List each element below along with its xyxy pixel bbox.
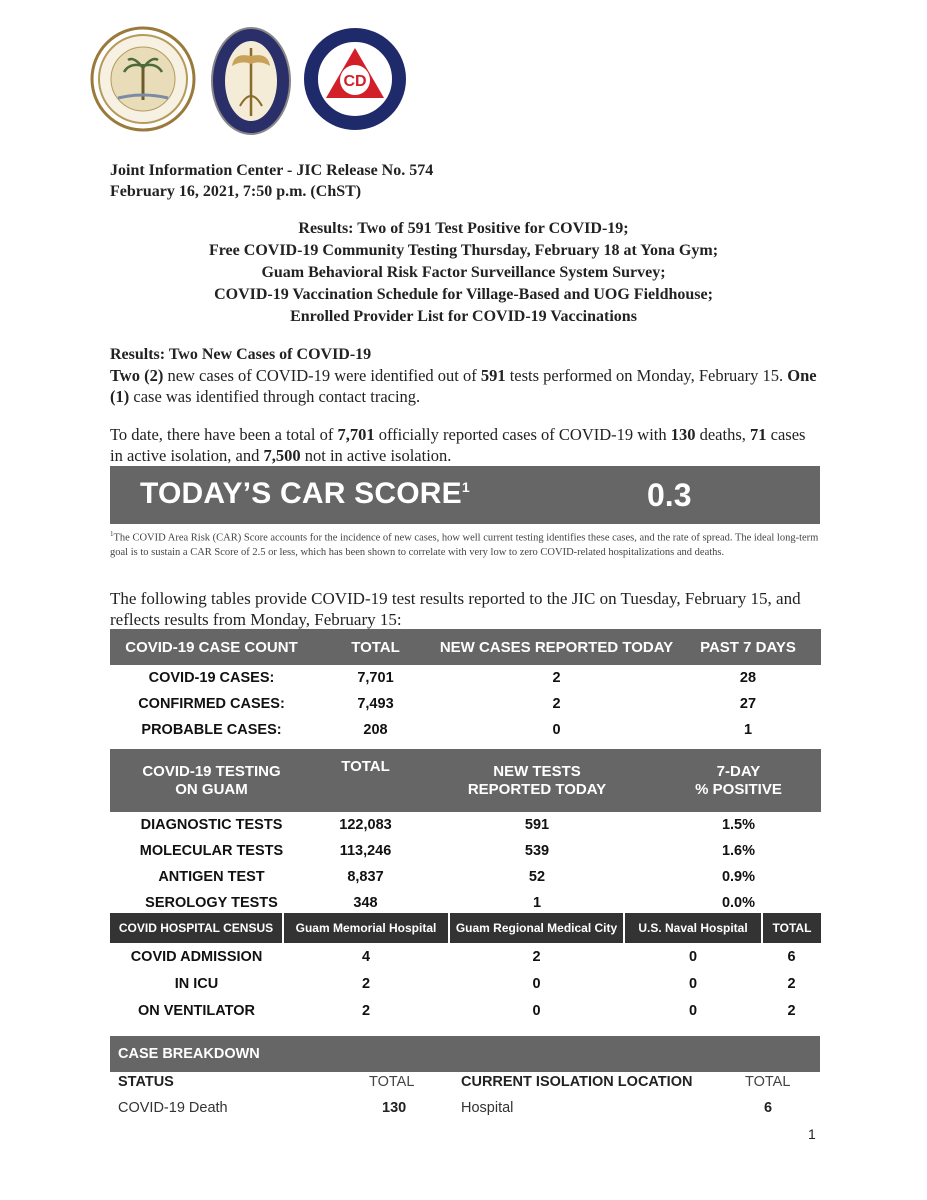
column-header [110, 749, 313, 812]
cell-usnh: 0 [688, 948, 698, 965]
car-score-label-text: TODAY’S CAR SCORE [140, 477, 462, 510]
location-total-cell: 6 [764, 1100, 773, 1116]
cell-total: 208 [363, 722, 388, 738]
row-label: COVID-19 CASES: [148, 670, 275, 686]
cell-new: 2 [552, 696, 561, 712]
row-label: IN ICU [174, 975, 219, 992]
total-header: TOTAL [369, 1074, 415, 1090]
row-label: ANTIGEN TEST [158, 869, 265, 885]
cell-total: 7,493 [357, 696, 394, 712]
table-row [110, 691, 821, 717]
cell-gmh: 4 [361, 948, 371, 965]
header-line: NEW TESTS [493, 762, 581, 780]
total-header: TOTAL [745, 1074, 791, 1090]
cell-new: 591 [524, 817, 550, 833]
cd-logo-text: CD [343, 73, 367, 90]
title-line: Results: Two of 591 Test Positive for COVID-19; [298, 220, 629, 237]
text-span: not in active isolation. [300, 446, 452, 465]
public-health-seal-logo [210, 26, 292, 136]
cell-past7: 27 [739, 696, 757, 712]
text-span: deaths, [695, 425, 751, 444]
hospital-census-table [110, 913, 821, 1024]
column-header [656, 749, 821, 812]
column-header: Guam Regional Medical City [449, 913, 624, 943]
cell-positive: 0.9% [721, 869, 756, 885]
row-label: CONFIRMED CASES: [138, 696, 285, 712]
table-header-row [110, 629, 821, 665]
column-header [418, 749, 656, 812]
title-line: COVID-19 Vaccination Schedule for Village-Based and UOG Fieldhouse; [214, 286, 713, 303]
tables-intro: The following tables provide COVID-19 test results reported to the JIC on Tuesday, February 15, and reflects results from Monday, February 15: [110, 589, 801, 629]
results-section [110, 344, 820, 407]
cell-past7: 1 [743, 722, 753, 738]
cell-new: 52 [528, 869, 546, 885]
release-header [110, 160, 433, 202]
column-header: PAST 7 DAYS [675, 629, 821, 665]
status-header: STATUS [118, 1074, 174, 1090]
location-cell: Hospital [461, 1100, 514, 1116]
new-cases-count: Two (2) [110, 366, 164, 385]
car-score-banner [110, 466, 820, 524]
total-cases: 7,701 [337, 425, 375, 444]
table-row [110, 970, 821, 997]
cell-total: 113,246 [339, 843, 392, 859]
table-row [110, 838, 821, 864]
cell-total: 8,837 [347, 869, 384, 885]
text-span: case was identified through contact tracing. [129, 387, 421, 406]
row-label: COVID ADMISSION [130, 948, 263, 965]
cell-positive: 1.5% [721, 817, 756, 833]
text-span: tests performed on Monday, February 15. [505, 366, 788, 385]
title-line: Guam Behavioral Risk Factor Surveillance System Survey; [261, 264, 666, 281]
footnote-text: The COVID Area Risk (CAR) Score accounts for the incidence of new cases, how well current testing identifies these cases, and the rate of spread. The ideal long-term goal is to sustain a CAR Score of 2.5 or less, which has been shown to correlate with very low to zero COVID-related hospitalizations and deaths. [110, 532, 819, 558]
release-date: February 16, 2021, 7:50 p.m. (ChST) [110, 183, 362, 200]
release-titles [0, 218, 927, 328]
header-line: 7-DAY [716, 762, 761, 780]
text-span: officially reported cases of COVID-19 with [374, 425, 671, 444]
table-header-row [110, 913, 821, 943]
car-footnote [110, 527, 822, 560]
cell-total: 7,701 [357, 670, 394, 686]
title-line: Free COVID-19 Community Testing Thursday, February 18 at Yona Gym; [208, 242, 719, 259]
header-line: TOTAL [341, 758, 390, 775]
column-header: TOTAL [762, 913, 821, 943]
deaths-count: 130 [670, 425, 696, 444]
row-label: DIAGNOSTIC TESTS [140, 817, 283, 833]
row-label: ON VENTILATOR [137, 1002, 256, 1019]
case-breakdown-title: CASE BREAKDOWN [118, 1046, 260, 1062]
text-span: cases in active isolation, and [110, 425, 806, 465]
results-paragraph-1 [110, 365, 820, 407]
case-breakdown-banner [110, 1036, 820, 1072]
page-number: 1 [808, 1126, 816, 1142]
release-number: Joint Information Center - JIC Release No. 574 [110, 162, 434, 179]
car-score-value: 0.3 [647, 477, 692, 513]
table-row [110, 717, 821, 743]
cell-grmc: 0 [532, 1002, 541, 1019]
row-label: PROBABLE CASES: [141, 722, 282, 738]
active-isolation-count: 71 [750, 425, 767, 444]
row-label: MOLECULAR TESTS [139, 843, 284, 859]
results-paragraph-2 [110, 424, 820, 466]
text-span: new cases of COVID-19 were identified out of [163, 366, 481, 385]
cell-gmh: 2 [361, 975, 371, 992]
footnote-mark: 1 [110, 530, 114, 538]
governor-seal-logo [90, 26, 196, 132]
table-row [110, 997, 821, 1024]
table-row [110, 864, 821, 890]
cell-gmh: 2 [361, 1002, 371, 1019]
cell-new: 0 [552, 722, 561, 738]
cell-new: 539 [524, 843, 550, 859]
column-header [313, 749, 418, 812]
column-header: COVID-19 CASE COUNT [110, 629, 313, 665]
tests-count: 591 [480, 366, 506, 385]
table-row [110, 812, 821, 838]
testing-table [110, 749, 821, 916]
results-heading: Results: Two New Cases of COVID-19 [110, 346, 372, 363]
column-header: Guam Memorial Hospital [283, 913, 449, 943]
cell-total: 348 [353, 895, 378, 911]
header-line: COVID-19 TESTING [142, 762, 281, 780]
cell-new: 2 [552, 670, 561, 686]
title-line: Enrolled Provider List for COVID-19 Vaccinations [290, 308, 637, 325]
status-total-cell: 130 [382, 1100, 407, 1116]
table-row [110, 665, 821, 691]
cell-total: 2 [787, 1002, 796, 1019]
cell-new: 1 [532, 895, 542, 911]
cell-usnh: 0 [688, 1002, 698, 1019]
cell-positive: 0.0% [721, 895, 756, 911]
car-score-footnote-mark: 1 [461, 479, 470, 495]
header-line: % POSITIVE [695, 780, 782, 798]
header-line: REPORTED TODAY [467, 780, 607, 798]
column-header: TOTAL [313, 629, 438, 665]
column-header: NEW CASES REPORTED TODAY [438, 629, 675, 665]
cell-total: 6 [787, 948, 796, 965]
homeland-security-seal-logo [302, 26, 408, 132]
cell-grmc: 2 [532, 948, 541, 965]
cell-usnh: 0 [688, 975, 698, 992]
table-header-row [110, 749, 821, 812]
column-header: U.S. Naval Hospital [624, 913, 762, 943]
case-count-table [110, 629, 821, 743]
header-line: ON GUAM [175, 780, 248, 798]
cell-total: 2 [787, 975, 796, 992]
column-header: COVID HOSPITAL CENSUS [110, 913, 283, 943]
cell-positive: 1.6% [721, 843, 756, 859]
cell-past7: 28 [739, 670, 757, 686]
isolation-location-header: CURRENT ISOLATION LOCATION [461, 1074, 693, 1090]
table-row [110, 943, 821, 970]
cell-grmc: 0 [532, 975, 541, 992]
text-span: To date, there have been a total of [110, 425, 338, 444]
not-active-isolation-count: 7,500 [263, 446, 301, 465]
contact-tracing-count: One (1) [110, 366, 817, 406]
row-label: SEROLOGY TESTS [145, 895, 278, 911]
cell-total: 122,083 [339, 817, 392, 833]
status-cell: COVID-19 Death [118, 1100, 228, 1116]
car-score-label [140, 477, 470, 511]
